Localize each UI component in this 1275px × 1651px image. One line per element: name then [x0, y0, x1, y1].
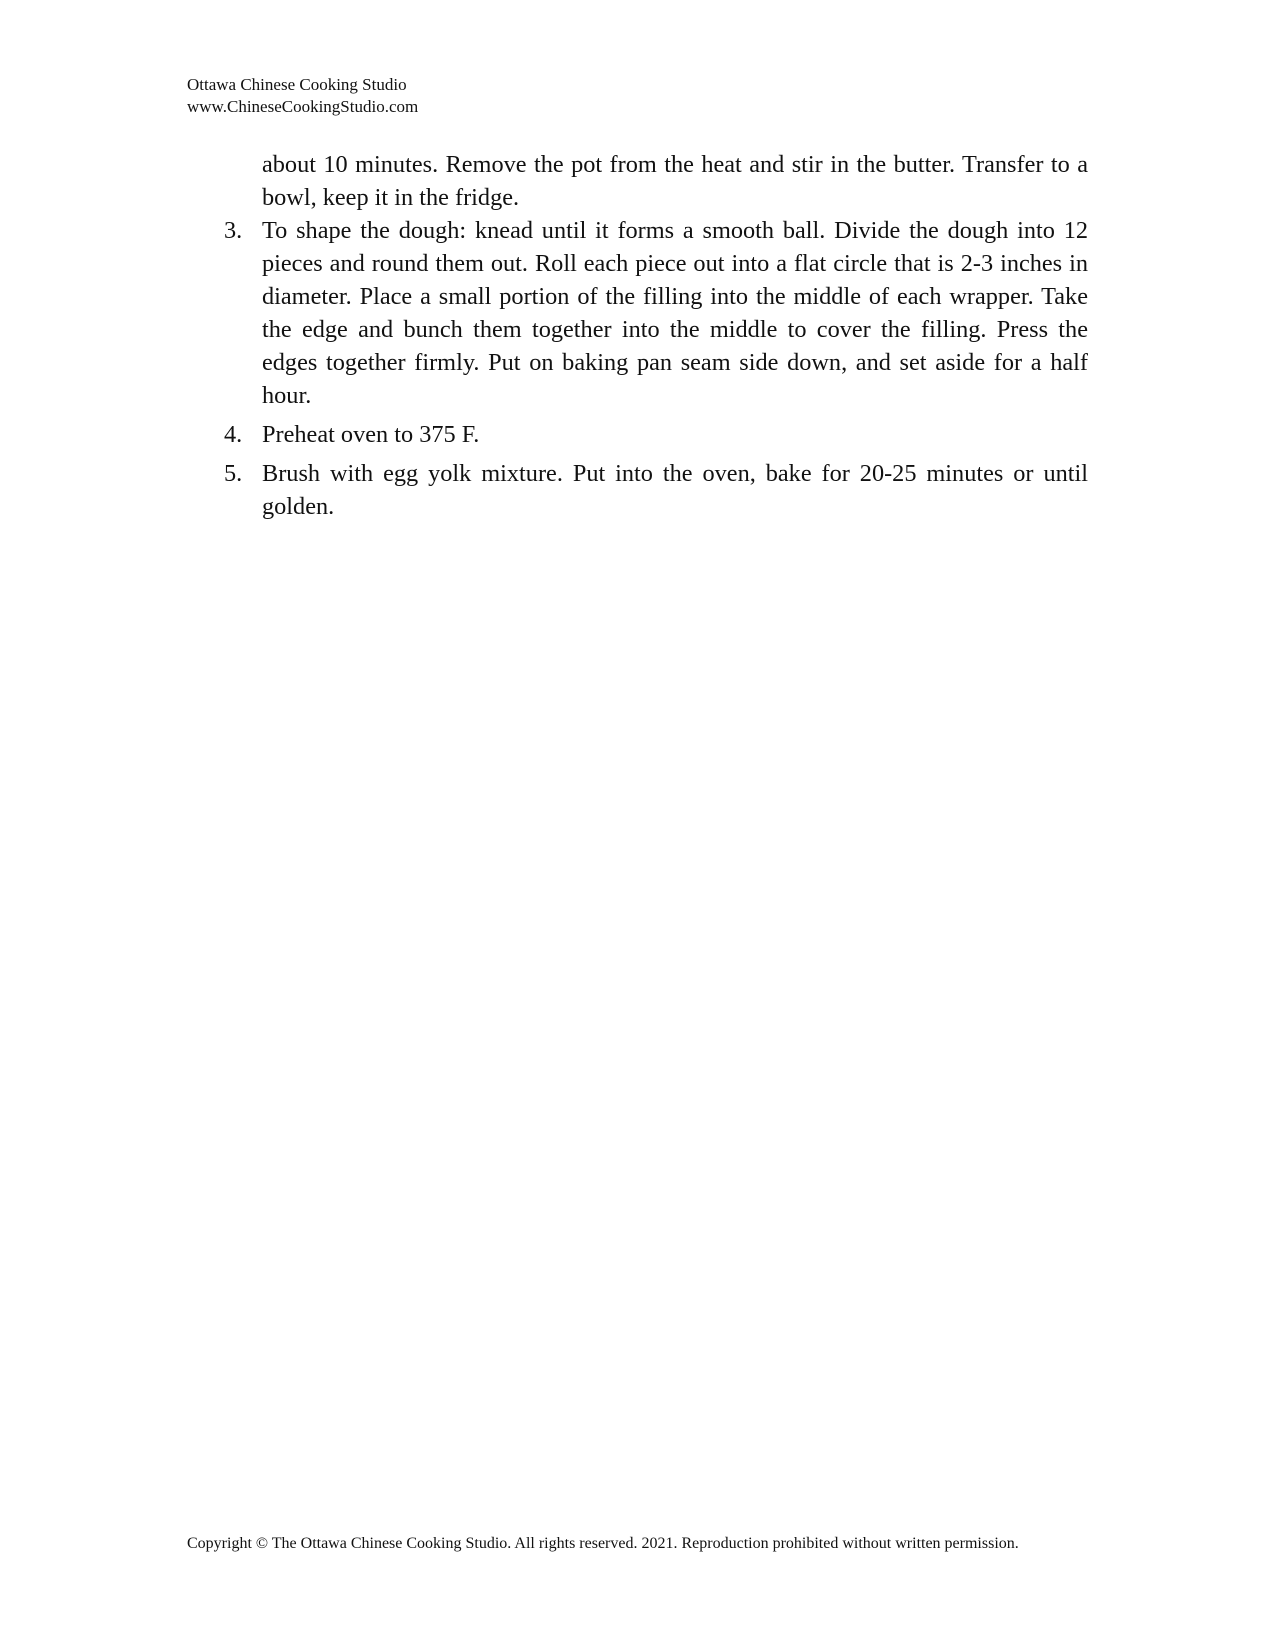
step-number: 5. [224, 460, 243, 487]
page-header [187, 74, 418, 118]
step-text: Brush with egg yolk mixture. Put into the oven, bake for 20-25 minutes or until golden. [262, 460, 1088, 520]
step-number: 3. [224, 217, 243, 244]
copyright-footer: Copyright © The Ottawa Chinese Cooking Studio. All rights reserved. 2021. Reproduction prohibited without written permission. [187, 1535, 1019, 1552]
step-number: 4. [224, 421, 243, 448]
studio-website: www.ChineseCookingStudio.com [187, 97, 419, 116]
step-text: Preheat oven to 375 F. [262, 421, 480, 448]
continued-step-text: about 10 minutes. Remove the pot from the heat and stir in the butter. Transfer to a bowl, keep it in the fridge. [262, 151, 1088, 211]
studio-name: Ottawa Chinese Cooking Studio [187, 75, 407, 94]
list-item [187, 457, 1088, 523]
recipe-instructions [187, 148, 1088, 523]
list-item [187, 418, 1088, 451]
step-text: To shape the dough: knead until it forms a smooth ball. Divide the dough into 12 pieces and round them out. Roll each piece out into a flat circle that is 2-3 inches in diameter. Place a small portion of the filling into the middle of each wrapper. Take the edge and bunch them together into the middle to cover the filling. Press the edges together firmly. Put on baking pan seam side down, and set aside for a half hour. [262, 217, 1088, 409]
list-item [187, 214, 1088, 412]
